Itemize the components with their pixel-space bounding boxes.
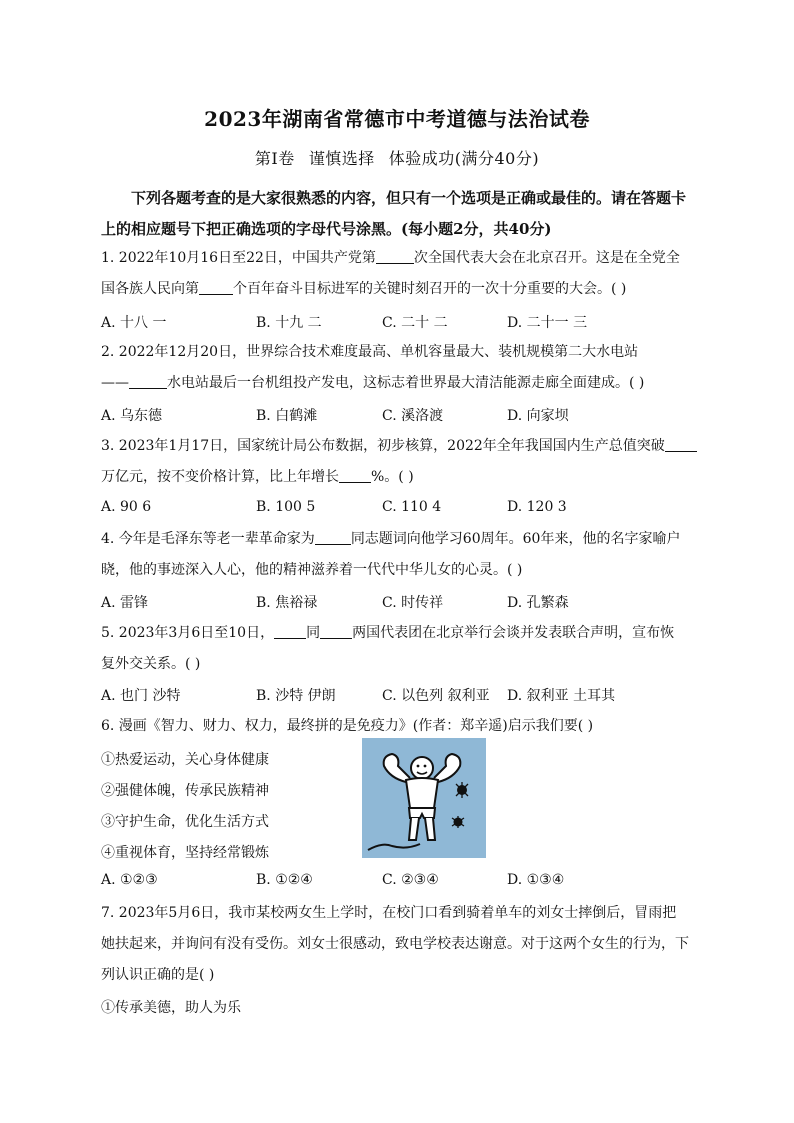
option-c: C. ②③④: [382, 872, 439, 888]
option-a: A. ①②③: [101, 872, 158, 888]
option-b: B. 沙特 伊朗: [256, 688, 336, 704]
answer-blank: [665, 437, 697, 452]
section-heading: [0, 146, 794, 169]
option-c: C. 110 4: [382, 499, 442, 515]
question-2-line-1: 2. 2022年12月20日，世界综合技术难度最高、单机容量最大、装机规模第二大水电站: [101, 344, 639, 360]
question-3-options: [101, 499, 695, 519]
option-c: C. 溪洛渡: [382, 408, 444, 424]
option-a: A. 90 6: [101, 499, 152, 515]
question-6-statement-2: ②强健体魄，传承民族精神: [101, 783, 269, 799]
option-d: D. 120 3: [507, 499, 567, 515]
question-2-line-2: —— 水电站最后一台机组投产发电，这标志着世界最大清洁能源走廊全面建成。( ): [101, 375, 645, 391]
option-c: C. 时传祥: [382, 595, 444, 611]
question-2: [101, 337, 695, 399]
option-d: D. 叙利亚 土耳其: [507, 688, 616, 704]
option-b: B. 十九 二: [256, 315, 322, 331]
section-part: 第Ⅰ卷: [254, 149, 295, 168]
answer-blank: [274, 624, 306, 639]
option-c: C. 以色列 叙利亚: [382, 688, 490, 704]
question-4-line-2: 晓，他的事迹深入人心，他的精神滋养着一代代中华儿女的心灵。( ): [101, 562, 523, 578]
option-a: A. 雷锋: [101, 595, 149, 611]
option-b: B. ①②④: [256, 872, 313, 888]
question-6-statement-3: ③守护生命，优化生活方式: [101, 814, 269, 830]
section-name-2: 体验成功: [388, 149, 455, 168]
question-3-line-1: 3. 2023年1月17日，国家统计局公布数据，初步核算，2022年全年我国国内生产总值突破: [101, 431, 695, 462]
question-1-line-2: 国各族人民向第 个百年奋斗目标进军的关键时刻召开的一次十分重要的大会。( ): [101, 281, 627, 297]
question-7-statement-1: ①传承美德，助人为乐: [101, 1000, 241, 1016]
answer-blank: [320, 624, 352, 639]
question-6-statement-1: ①热爱运动，关心身体健康: [101, 752, 269, 768]
answer-blank: [199, 280, 233, 295]
question-1-line-1: 1. 2022年10月16日至22日，中国共产党第 次全国代表大会在北京召开。这是在全党全: [101, 250, 680, 266]
question-7-line-1: 7. 2023年5月6日，我市某校两女生上学时，在校门口看到骑着单车的刘女士摔倒后，冒雨把: [101, 905, 677, 921]
question-5-line-1: 5. 2023年3月6日至10日， 同 两国代表团在北京举行会谈并发表联合声明，宣布恢: [101, 625, 675, 641]
question-4: [101, 524, 695, 586]
strongman-cartoon-icon: [362, 738, 486, 858]
option-a: A. 乌东德: [101, 408, 163, 424]
option-d: D. 二十一 三: [507, 315, 588, 331]
option-a: A. 也门 沙特: [101, 688, 181, 704]
question-3-line-2: 万亿元，按不变价格计算，比上年增长 %。( ): [101, 469, 414, 485]
question-7: [101, 898, 695, 991]
exam-title: 2023年湖南省常德市中考道德与法治试卷: [204, 107, 590, 131]
option-d: D. 向家坝: [507, 408, 569, 424]
question-3: [101, 431, 695, 493]
question-4-options: [101, 592, 695, 612]
question-4-line-1: 4. 今年是毛泽东等老一辈革命家为 同志题词向他学习60周年。60年来，他的名字家喻户: [101, 531, 681, 547]
option-d: D. ①③④: [507, 872, 565, 888]
answer-blank: [315, 530, 351, 545]
option-a: A. 十八 一: [101, 315, 167, 331]
question-2-options: [101, 405, 695, 425]
answer-blank: [129, 374, 167, 389]
section-instructions: 下列各题考查的是大家很熟悉的内容，但只有一个选项是正确或最佳的。请在答题卡上的相应题号下把正确选项的字母代号涂黑。(每小题2分，共40分): [101, 189, 687, 238]
section-score: (满分40分): [454, 149, 540, 168]
option-b: B. 焦裕禄: [256, 595, 318, 611]
answer-blank: [339, 468, 371, 483]
question-6-line-1: 6. 漫画《智力、财力、权力，最终拼的是免疫力》(作者：郑辛遥)启示我们要( ): [101, 718, 594, 734]
option-b: B. 白鹤滩: [256, 408, 318, 424]
option-b: B. 100 5: [256, 499, 316, 515]
question-6-options: [101, 872, 695, 892]
answer-blank: [376, 249, 414, 264]
question-5-options: [101, 685, 695, 705]
question-5-line-2: 复外交关系。( ): [101, 656, 201, 672]
question-1-options: [101, 312, 695, 332]
question-7-line-3: 列认识正确的是( ): [101, 967, 215, 983]
question-6-statement-4: ④重视体育，坚持经常锻炼: [101, 845, 269, 861]
option-c: C. 二十 二: [382, 315, 448, 331]
option-d: D. 孔繁森: [507, 595, 569, 611]
question-7-line-2: 她扶起来，并询问有没有受伤。刘女士很感动，致电学校表达谢意。对于这两个女生的行为，下: [101, 936, 689, 952]
question-1: [101, 243, 695, 305]
section-name-1: 谨慎选择: [308, 149, 375, 168]
question-5: [101, 618, 695, 680]
